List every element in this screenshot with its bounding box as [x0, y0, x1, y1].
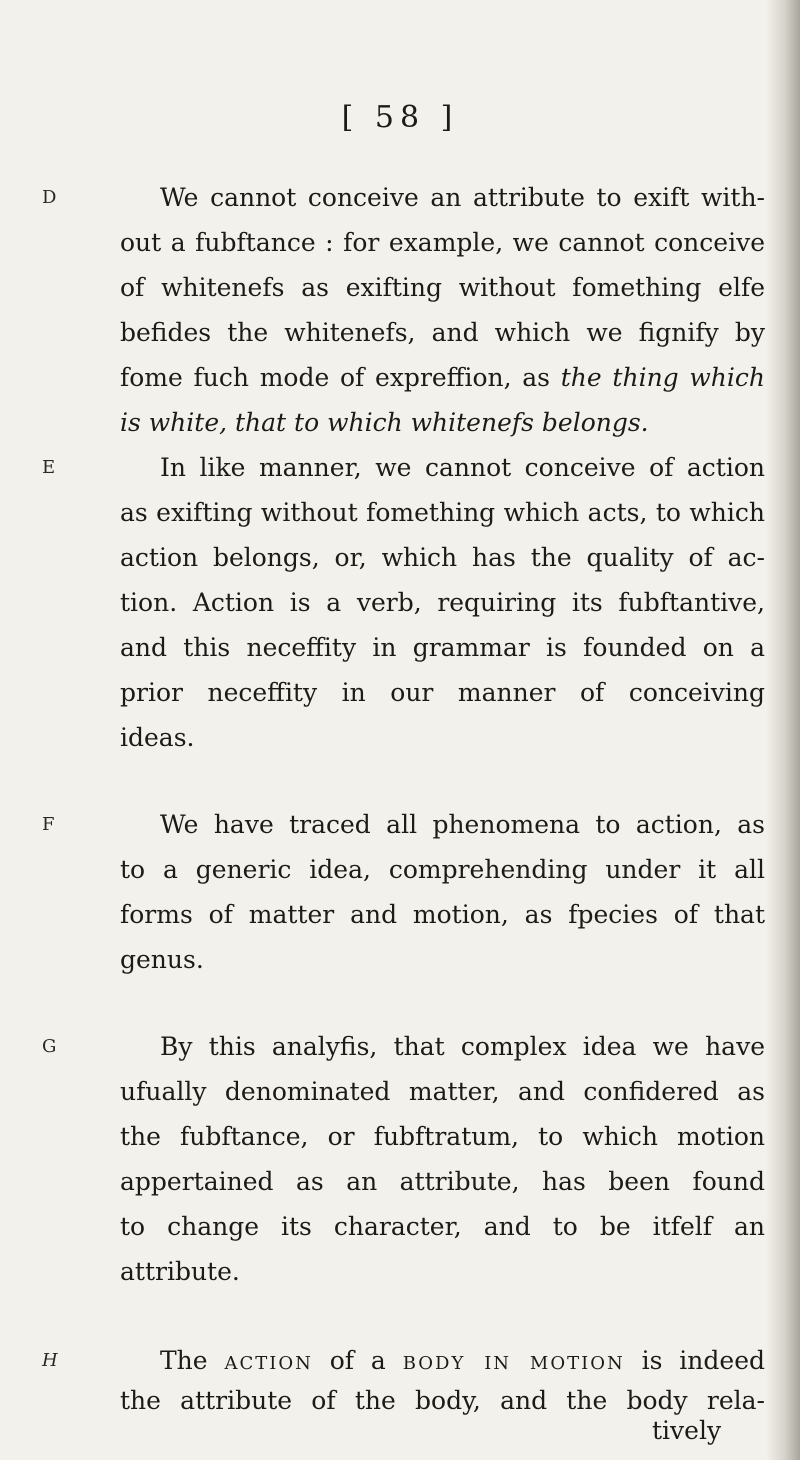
margin-marker: E [42, 457, 56, 478]
text-line: the attribute of the body, and the body rela- [120, 1386, 765, 1415]
text-line: By this analyfis, that complex idea we have [160, 1032, 765, 1061]
margin-marker: F [42, 814, 55, 835]
text-line [120, 363, 765, 393]
text-line: genus. [120, 945, 204, 974]
text-segment: fome fuch mode of expreffion, as [120, 363, 551, 392]
text-line: to a generic idea, comprehending under it all [120, 855, 765, 884]
text-line: We have traced all phenomena to action, as [160, 810, 765, 839]
text-line: action belongs, or, which has the quality of ac- [120, 543, 765, 572]
text-line: tion. Action is a verb, requiring its fubftantive, [120, 588, 765, 617]
text-segment: of a [329, 1346, 386, 1375]
text-line: and this neceffity in grammar is founded on a [120, 633, 765, 662]
text-line: befides the whitenefs, and which we fignify by [120, 318, 765, 347]
page-number: [ 58 ] [341, 100, 459, 135]
text-line [160, 1346, 765, 1376]
text-segment: is indeed [641, 1346, 765, 1375]
text-line: We cannot conceive an attribute to exift with- [160, 183, 765, 212]
text-line: of whitenefs as exifting without fomething elfe [120, 273, 765, 302]
margin-marker: D [42, 187, 57, 208]
text-line: forms of matter and motion, as fpecies of that [120, 900, 765, 929]
small-caps-text: body in motion [402, 1346, 625, 1375]
text-line: out a fubftance : for example, we cannot conceive [120, 228, 765, 257]
text-line: ideas. [120, 723, 195, 752]
text-segment: The [160, 1346, 208, 1375]
italic-text-line: is white, that to which whitenefs belongs. [120, 408, 649, 437]
margin-marker: G [42, 1036, 57, 1057]
text-line: attribute. [120, 1257, 240, 1286]
italic-text: the thing which [560, 363, 765, 392]
small-caps-text: action [224, 1346, 313, 1375]
text-line: prior neceffity in our manner of conceiving [120, 678, 765, 707]
text-line: the fubftance, or fubftratum, to which motion [120, 1122, 765, 1151]
page-edge-shadow [766, 0, 800, 1460]
margin-marker: H [42, 1350, 58, 1371]
catchword: tively [652, 1416, 722, 1445]
text-line: In like manner, we cannot conceive of action [160, 453, 765, 482]
text-line: as exifting without fomething which acts, to which [120, 498, 765, 527]
text-line: ufually denominated matter, and confidered as [120, 1077, 765, 1106]
text-line: to change its character, and to be itfelf an [120, 1212, 765, 1241]
text-line: appertained as an attribute, has been found [120, 1167, 765, 1196]
